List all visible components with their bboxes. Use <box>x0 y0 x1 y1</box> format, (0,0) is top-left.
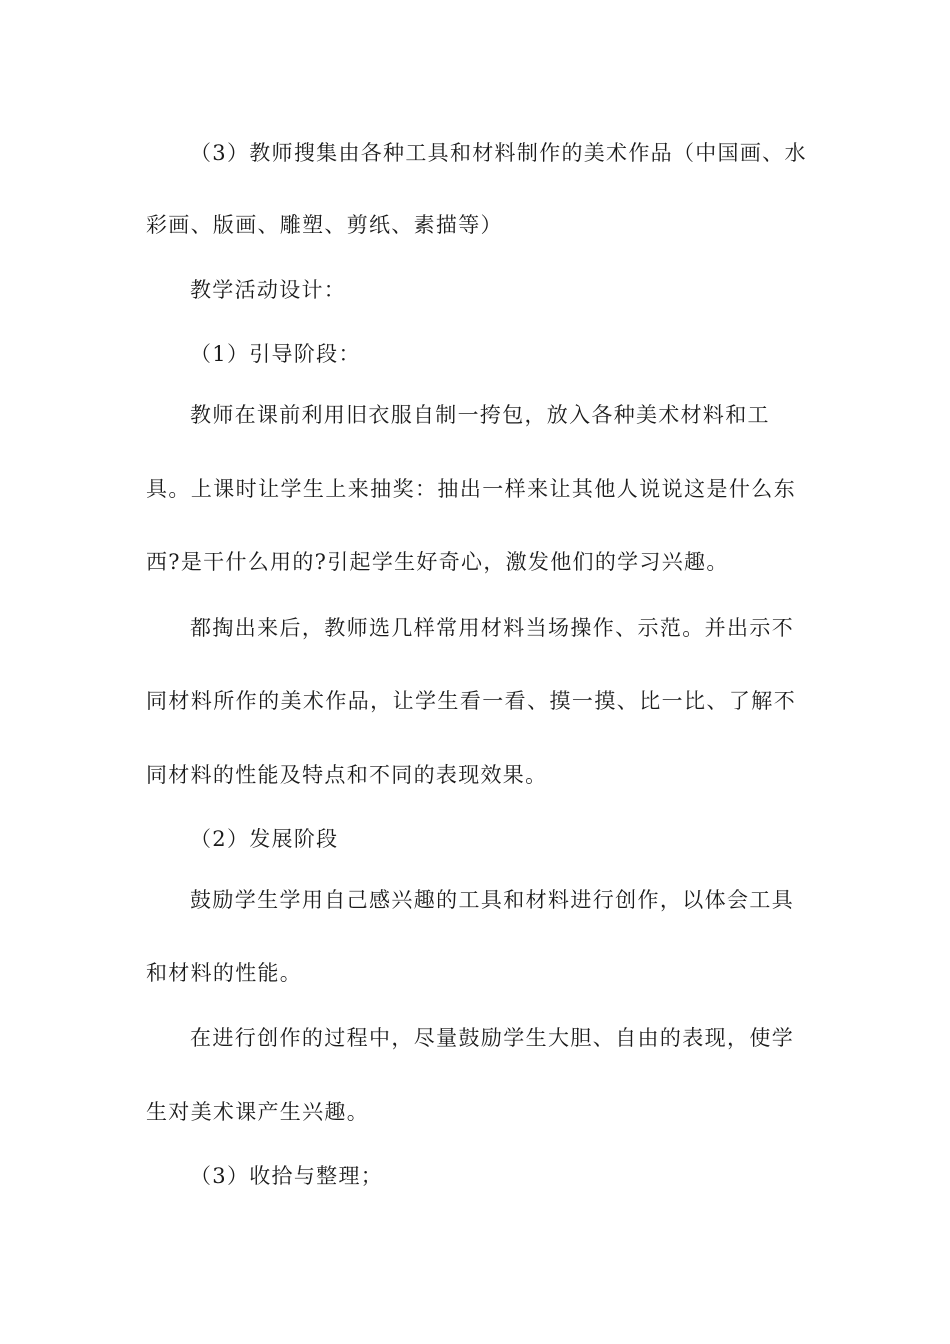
paragraph-guidance-line-1: 教师在课前利用旧衣服自制一挎包，放入各种美术材料和工 <box>190 403 770 427</box>
paragraph-guidance-line-2: 具。上课时让学生上来抽奖：抽出一样来让其他人说说这是什么东 <box>146 477 796 501</box>
paragraph-creation-line-1: 在进行创作的过程中，尽量鼓励学生大胆、自由的表现，使学 <box>190 1026 794 1050</box>
paragraph-development-line-1: 鼓励学生学用自己感兴趣的工具和材料进行创作，以体会工具 <box>190 888 794 912</box>
paragraph-development-line-2: 和材料的性能。 <box>146 961 303 985</box>
paragraph-materials-line-2: 彩画、版画、雕塑、剪纸、素描等） <box>146 213 503 237</box>
subheading-development-stage: （2）发展阶段 <box>190 827 339 851</box>
paragraph-creation-line-2: 生对美术课产生兴趣。 <box>146 1100 369 1124</box>
paragraph-demo-line-1: 都掏出来后，教师选几样常用材料当场操作、示范。并出示不 <box>190 616 794 640</box>
paragraph-demo-line-3: 同材料的性能及特点和不同的表现效果。 <box>146 763 548 787</box>
section-heading-activity-design: 教学活动设计： <box>190 278 347 302</box>
subheading-tidy-up: （3）收拾与整理； <box>190 1164 384 1188</box>
paragraph-materials-line-1: （3）教师搜集由各种工具和材料制作的美术作品（中国画、水 <box>190 141 807 165</box>
paragraph-demo-line-2: 同材料所作的美术作品，让学生看一看、摸一摸、比一比、了解不 <box>146 689 796 713</box>
subheading-guidance-stage: （1）引导阶段： <box>190 342 361 366</box>
paragraph-guidance-line-3: 西?是干什么用的?引起学生好奇心，激发他们的学习兴趣。 <box>146 550 729 574</box>
